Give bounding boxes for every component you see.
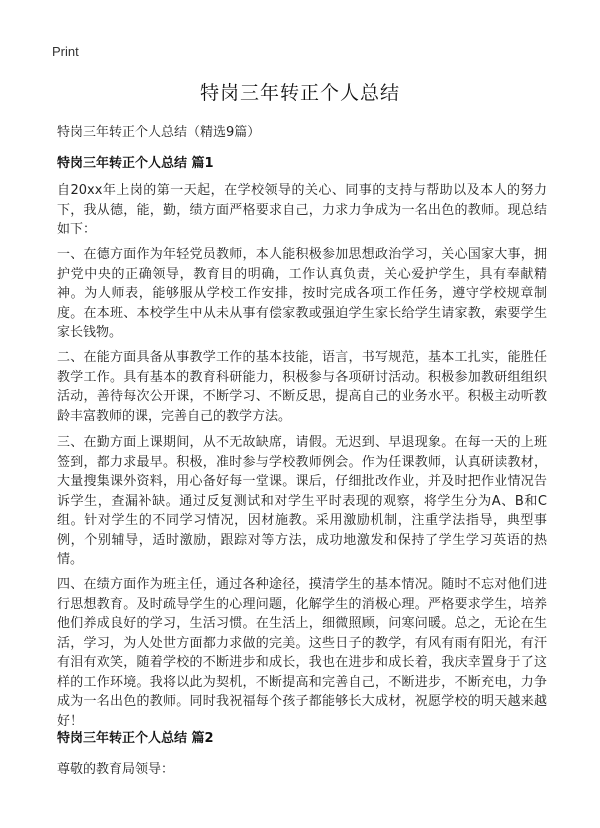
paragraph-ability: 二、在能方面具备从事教学工作的基本技能，语言，书写规范，基本工扎实，能胜任教学工作。具有基本的教育科研能力，积极参与各项研讨活动。积极参加教研组组织活动，善待每次公开课，不断学习、不断反思，提高自己的业务水平。积极主动听教龄丰富教师的课，完善自己的教学方法。 (57, 350, 547, 424)
paragraph-diligence: 三、在勤方面上课期间，从不无故缺席，请假。无迟到、早退现象。在每一天的上班签到，都力求最早。积极，准时参与学校教师例会。作为任课教师，认真研读教材，大量搜集课外资料，用心备好每一堂课。课后，仔细批改作业，并及时把作业情况告诉学生，查漏补缺。通过反复测试和对学生平时表现的观察，将学生分为A、B和C组。针对学生的不同学习情况，因材施教。采用激励机制，注重学法指导，典型事例，个别辅导，适时激励，跟踪对等方法，成功地激发和保持了学生学习英语的热情。 (57, 435, 547, 567)
paragraph-achievement: 四、在绩方面作为班主任，通过各种途径，摸清学生的基本情况。随时不忘对他们进行思想教育。及时疏导学生的心理问题，化解学生的消极心理。严格要求学生，培养他们养成良好的学习，生活习惯。在生活上，细微照顾，问寒问暖。总之，无论在生活，学习，为人处世方面都力求做的完美。这些日子的教学，有风有雨有阳光，有汗有泪有欢笑，随着学校的不断进步和成长，我也在进步和成长着，我庆幸置身于了这样的工作环境。我将以此为契机，不断提高和完善自己，不断进步，不断充电，力争成为一名出色的教师。同时我祝福每个孩子都能够长大成材，祝愿学校的明天越来越好！ (57, 577, 547, 729)
section-heading-2: 特岗三年转正个人总结 篇2 (57, 731, 214, 746)
paragraph-virtue: 一、在德方面作为年轻党员教师，本人能积极参加思想政治学习，关心国家大事，拥护党中央的正确领导，教育目的明确，工作认真负责，关心爱护学生，具有奉献精神。为人师表，能够服从学校工作安排，按时完成各项工作任务，遵守学校规章制度。在本班、本校学生中从未从事有偿家教或强迫学生家长给学生请家教，索要学生家长钱物。 (57, 247, 547, 340)
section-heading-1: 特岗三年转正个人总结 篇1 (57, 156, 214, 171)
paragraph-intro: 自20xx年上岗的第一天起，在学校领导的关心、同事的支持与帮助以及本人的努力下，我从德，能，勤，绩方面严格要求自己，力求力争成为一名出色的教师。现总结如下： (57, 183, 547, 237)
page-title: 特岗三年转正个人总结 (199, 82, 400, 104)
paragraph-salutation: 尊敬的教育局领导： (57, 762, 175, 777)
document-subtitle: 特岗三年转正个人总结（精选9篇） (57, 125, 261, 140)
print-label: Print (52, 44, 79, 59)
